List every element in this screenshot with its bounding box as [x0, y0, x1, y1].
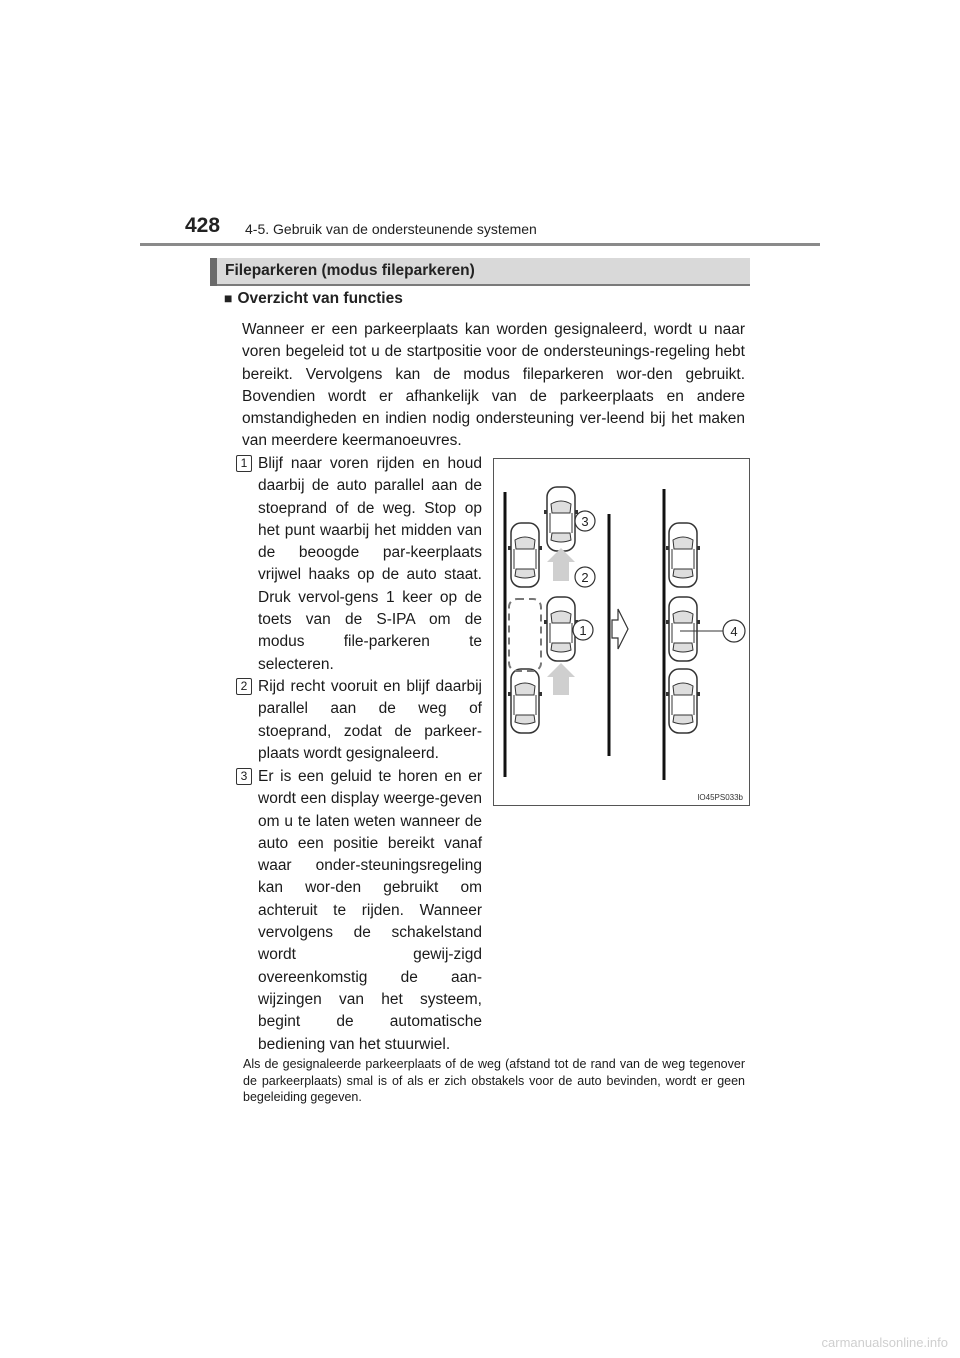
overview-heading: [224, 290, 403, 308]
step-number-badge: 3: [236, 768, 252, 785]
watermark: carmanualsonline.info: [821, 1335, 948, 1350]
page-number: 428: [185, 214, 221, 237]
parking-diagram: [493, 458, 750, 806]
figure-code: IO45PS033b: [697, 793, 743, 802]
callout-3-label: 3: [581, 514, 589, 529]
parked-car-left-front: [508, 523, 542, 587]
parking-diagram-svg: [494, 459, 751, 807]
parked-car-left-rear: [508, 669, 542, 733]
parked-car-right-2: [666, 597, 700, 661]
parked-car-right-1: [666, 523, 700, 587]
step-number-badge: 1: [236, 455, 252, 472]
arrow-up-icon: [547, 548, 575, 581]
own-car-position-3: [544, 487, 578, 551]
arrow-up-icon: [547, 663, 575, 695]
section-bar: [210, 258, 750, 286]
arrow-right-icon: [612, 609, 628, 649]
note-paragraph: Als de gesignaleerde parkeerplaats of de weg (afstand tot de rand van de weg tegenover de parkeerplaats) smal is of als er zich obstakels voor de auto bevinden, wordt er geen begeleiding gegeven.: [243, 1057, 745, 1104]
overview-heading-text: Overzicht van functies: [237, 290, 403, 307]
callout-2-label: 2: [581, 570, 589, 585]
parked-car-right-3: [666, 669, 700, 733]
step-number-badge: 2: [236, 678, 252, 695]
overview-paragraph: Wanneer er een parkeerplaats kan worden gesignaleerd, wordt u naar voren begeleid tot u de startpositie voor de ondersteunings-regeling hebt bereikt. Vervolgens kan de modus fileparkeren wor-den gebruikt. Bovendien wordt er afhankelijk van de parkeerplaats en andere omstandigheden en indien nodig ondersteuning ver-leend bij het maken van meerdere keermanoeuvres.: [242, 321, 745, 450]
chapter-title: 4-5. Gebruik van de ondersteunende systemen: [245, 221, 537, 237]
target-parking-space: [509, 599, 541, 671]
section-title: Fileparkeren (modus fileparkeren): [225, 262, 475, 279]
callout-4-label: 4: [730, 624, 738, 639]
step-1: [236, 453, 482, 676]
step-text: Er is een geluid te horen en er wordt een display weerge-geven om u te laten weten wanneer de auto een positie bereikt vanaf waar onder-steuningsregeling kan wor-den gebruikt om achteruit te rijden. Wanneer vervolgens de schakelstand wordt gewij-zigd overeenkomstig de aan-wijzingen van het systeem, begint de automatische bediening van het stuurwiel.: [258, 768, 482, 1053]
step-2: [236, 676, 482, 765]
step-3: [236, 766, 482, 1056]
section-bar-accent: [210, 258, 217, 286]
square-bullet-icon: ■: [224, 290, 233, 306]
step-text: Blijf naar voren rijden en houd daarbij de auto parallel aan de stoeprand of de weg. Stop op het punt waarbij het midden van de beoogde par-keerplaats vrijwel haaks op de auto staat. Druk vervol-gens 1 keer op de toets van de S-IPA om de modus file-parkeren te selecteren.: [258, 455, 482, 673]
callout-1-label: 1: [579, 623, 587, 638]
step-text: Rijd recht vooruit en blijf daarbij parallel aan de weg of stoeprand, zodat de parkeer-plaats wordt gesignaleerd.: [258, 678, 482, 762]
header-rule: [140, 243, 820, 246]
